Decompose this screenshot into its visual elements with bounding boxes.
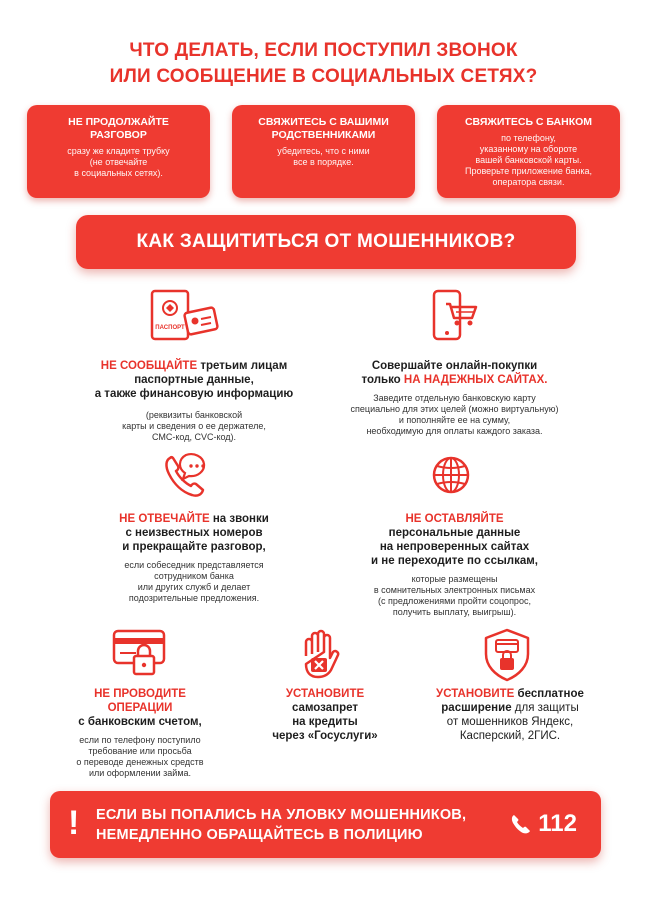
phone-cart-icon (428, 288, 480, 344)
passport-icon (150, 288, 220, 344)
card-text-line: указанному на обороте (479, 144, 578, 154)
tip-lead-line: от мошенников Яндекс, (446, 716, 574, 728)
tip-details (55, 735, 225, 779)
tip-lead-line: Касперский, 2ГИС. (459, 730, 561, 742)
card-heading-line: СВЯЖИТЕСЬ С БАНКОМ (464, 116, 593, 128)
tip-detail-line: СМС-код, CVC-код). (151, 432, 237, 442)
tip-detail-line: или оформлении займа. (88, 768, 192, 778)
card-text-line: в социальных сетях). (74, 168, 163, 178)
tip-details (64, 560, 324, 604)
tip-lead-line (64, 512, 324, 526)
tip-lead-line: самозапрет (292, 702, 358, 714)
tip-details (322, 393, 587, 437)
tip-lead-text: только (361, 374, 404, 386)
tip-lead (250, 687, 400, 743)
card-text (240, 146, 407, 168)
tip-lead-line: и прекращайте разговор, (122, 541, 266, 553)
tip-self-ban (250, 687, 400, 743)
shield-lock-icon (482, 628, 532, 682)
tip-lead-line: с неизвестных номеров (125, 527, 263, 539)
footer-message (96, 805, 466, 845)
tip-do-not-answer (64, 512, 324, 604)
tip-highlight: УСТАНОВИТЕ (436, 688, 515, 700)
tip-highlight: УСТАНОВИТЕ (285, 688, 365, 700)
tip-do-not-leave-data (322, 512, 587, 618)
card-text (445, 133, 612, 188)
card-heading (240, 116, 407, 142)
tip-lead-line (415, 701, 605, 715)
exclamation-icon: ! (68, 804, 80, 842)
tip-shop-safe (322, 359, 587, 437)
card-heading (35, 116, 202, 142)
card-text-line: все в порядке. (293, 157, 354, 167)
tip-do-not-share (64, 359, 324, 443)
tip-highlight: НЕ ПРОВОДИТЕ (94, 688, 186, 700)
tip-detail-line: если собеседник представляется (124, 560, 264, 570)
card-text-line: (не отвечайте (89, 157, 148, 167)
tip-lead (415, 687, 605, 743)
section-banner: КАК ЗАЩИТИТЬСЯ ОТ МОШЕННИКОВ? (76, 215, 576, 269)
stop-hand-icon (298, 628, 342, 680)
tip-lead-line (322, 373, 587, 387)
tip-detail-line: карты и сведения о ее держателе, (122, 421, 266, 431)
phone-chat-icon (162, 452, 208, 498)
card-text-line: сразу же кладите трубку (67, 146, 170, 156)
tip-lead-line: персональные данные (388, 527, 521, 539)
tip-lead-line: через «Госуслуги» (272, 730, 378, 742)
card-text-line: по телефону, (501, 133, 556, 143)
tip-lead-line: на непроверенных сайтах (379, 541, 530, 553)
tip-detail-line: и пополняйте ее на сумму, (398, 415, 511, 425)
card-heading-line: РАЗГОВОР (90, 129, 147, 141)
card-text (35, 146, 202, 179)
tip-detail-line: необходимую для оплаты каждого заказа. (366, 426, 543, 436)
tip-lead-line: паспортные данные, (134, 374, 254, 386)
card-heading-line: НЕ ПРОДОЛЖАЙТЕ (68, 116, 169, 128)
card-heading (445, 116, 612, 129)
footer-line: НЕМЕДЛЕННО ОБРАЩАЙТЕСЬ В ПОЛИЦИЮ (96, 827, 423, 843)
tip-detail-line: получить выплату, выигрыш). (392, 607, 517, 617)
tip-detail-line: специально для этих целей (можно виртуальную) (350, 404, 559, 414)
tip-details (322, 574, 587, 618)
card-contact-bank (437, 105, 620, 198)
globe-icon (431, 455, 471, 495)
tip-lead-line: на кредиты (292, 716, 358, 728)
tip-lead-line (415, 687, 605, 701)
tip-lead (64, 359, 324, 401)
tip-highlight: НЕ ОТВЕЧАЙТЕ (119, 513, 210, 525)
title-line-2: ИЛИ СООБЩЕНИЕ В СОЦИАЛЬНЫХ СЕТЯХ? (109, 66, 538, 87)
tip-detail-line: если по телефону поступило (79, 735, 201, 745)
tip-detail-line: требование или просьба (88, 746, 192, 756)
card-contact-relatives (232, 105, 415, 198)
tip-highlight: НЕ СООБЩАЙТЕ (100, 360, 198, 372)
title-line-1: ЧТО ДЕЛАТЬ, ЕСЛИ ПОСТУПИЛ ЗВОНОК (129, 40, 518, 61)
card-stop-talking (27, 105, 210, 198)
tip-lead-text: для защиты (511, 702, 579, 714)
tip-detail-line: (реквизиты банковской (145, 410, 243, 420)
tip-highlight: ОПЕРАЦИИ (107, 702, 173, 714)
card-lock-icon (112, 628, 168, 678)
card-text-line: Проверьте приложение банка, (465, 166, 592, 176)
card-heading-line: СВЯЖИТЕСЬ С ВАШИМИ (258, 116, 389, 128)
tip-lead-text: третьим лицам (197, 360, 288, 372)
emergency-number: 112 (538, 810, 577, 837)
tip-detail-line: о переводе денежных средств (76, 757, 204, 767)
tip-highlight: НЕ ОСТАВЛЯЙТЕ (405, 513, 504, 525)
tip-no-operations (55, 687, 225, 779)
tip-lead-line (64, 359, 324, 373)
footer-line: ЕСЛИ ВЫ ПОПАЛИСЬ НА УЛОВКУ МОШЕННИКОВ, (96, 807, 467, 823)
tip-lead (55, 687, 225, 729)
tip-detail-line: подозрительные предложения. (128, 593, 260, 603)
tip-lead-line: Совершайте онлайн-покупки (371, 360, 538, 372)
tip-lead-text: бесплатное (514, 688, 584, 700)
tip-lead-line: с банковским счетом, (78, 716, 202, 728)
police-footer (50, 791, 601, 858)
card-heading-line: РОДСТВЕННИКАМИ (271, 129, 376, 141)
tip-detail-line: или других служб и делает (137, 582, 251, 592)
tip-highlight: НА НАДЕЖНЫХ САЙТАХ. (403, 374, 548, 386)
tip-lead-text: на звонки (209, 513, 269, 525)
card-text-line: убедитесь, что с ними (277, 146, 370, 156)
tip-lead-line: а также финансовую информацию (94, 388, 294, 400)
phone-icon (510, 813, 532, 835)
tip-detail-line: Заведите отдельную банковскую карту (373, 393, 536, 403)
tip-detail-line: (с предложениями пройти соцопрос, (378, 596, 531, 606)
card-text-line: вашей банковской карты. (475, 155, 582, 165)
tip-lead-line: и не переходите по ссылкам, (371, 555, 538, 567)
passport-icon-label: ПАСПОРТ (155, 325, 185, 331)
card-text-line: оператора связи. (492, 177, 565, 187)
tip-lead (322, 512, 587, 568)
tip-install-extension (415, 687, 605, 743)
tip-lead (322, 359, 587, 387)
page-title (40, 38, 607, 90)
tip-detail-line: в сомнительных электронных письмах (373, 585, 536, 595)
emergency-phone[interactable] (510, 808, 577, 840)
tip-lead (64, 512, 324, 554)
tip-detail-line: которые размещены (411, 574, 498, 584)
tip-details (64, 410, 324, 443)
tip-detail-line: сотрудником банка (154, 571, 234, 581)
tip-lead-text: расширение (441, 702, 512, 714)
